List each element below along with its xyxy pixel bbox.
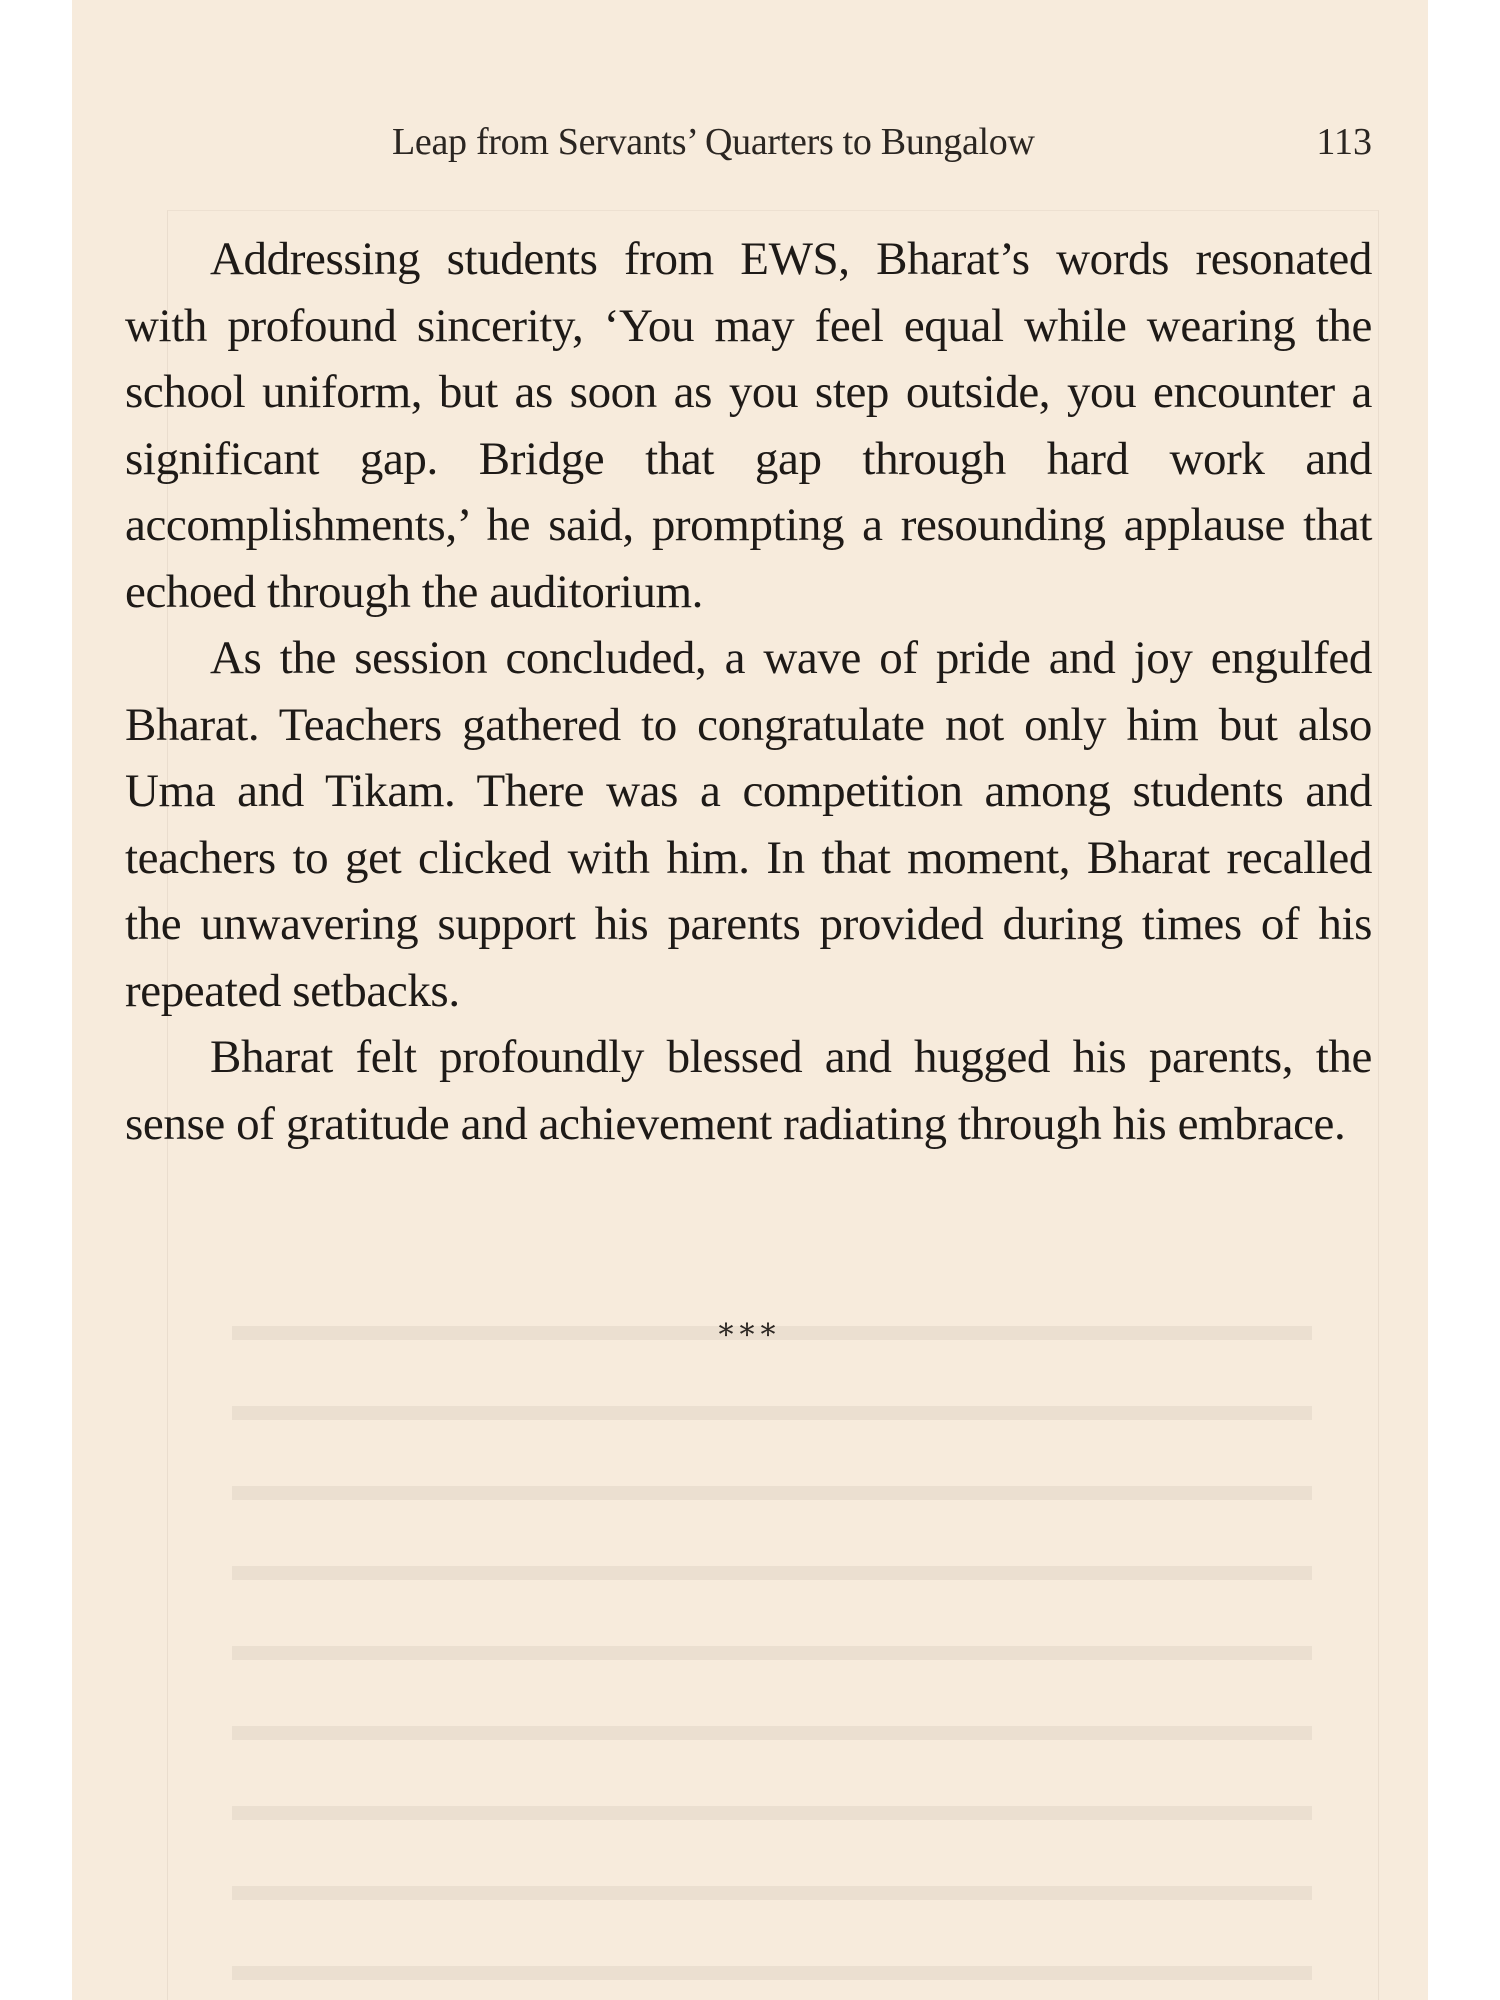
body-text [125, 226, 1372, 1157]
running-header [72, 120, 1428, 180]
show-through-lines [232, 1260, 1312, 2000]
chapter-title: Leap from Servants’ Quarters to Bungalow [392, 121, 1035, 163]
paragraph-2: As the session concluded, a wave of pride and joy engulfed Bharat. Teachers gathered to congratulate not only him but also Uma and Tikam. There was a competition among students and teachers to get clicked with him. In that moment, Bharat recalled the unwavering support his parents provided during times of his repeated setbacks. [125, 632, 1372, 1017]
paragraph-1: Addressing students from EWS, Bharat’s words resonated with profound sincerity, ‘You may feel equal while wearing the school uniform, but as soon as you step outside, you encounter a significant gap. Bridge that gap through hard work and accomplishments,’ he said, prompting a resounding applause that echoed through the auditorium. [125, 233, 1372, 618]
page-number: 113 [1316, 121, 1372, 163]
paragraph-3: Bharat felt profoundly blessed and hugged his parents, the sense of gratitude and achievement radiating through his embrace. [125, 1031, 1372, 1150]
section-break: *** [718, 1318, 782, 1353]
book-page [72, 0, 1428, 2000]
